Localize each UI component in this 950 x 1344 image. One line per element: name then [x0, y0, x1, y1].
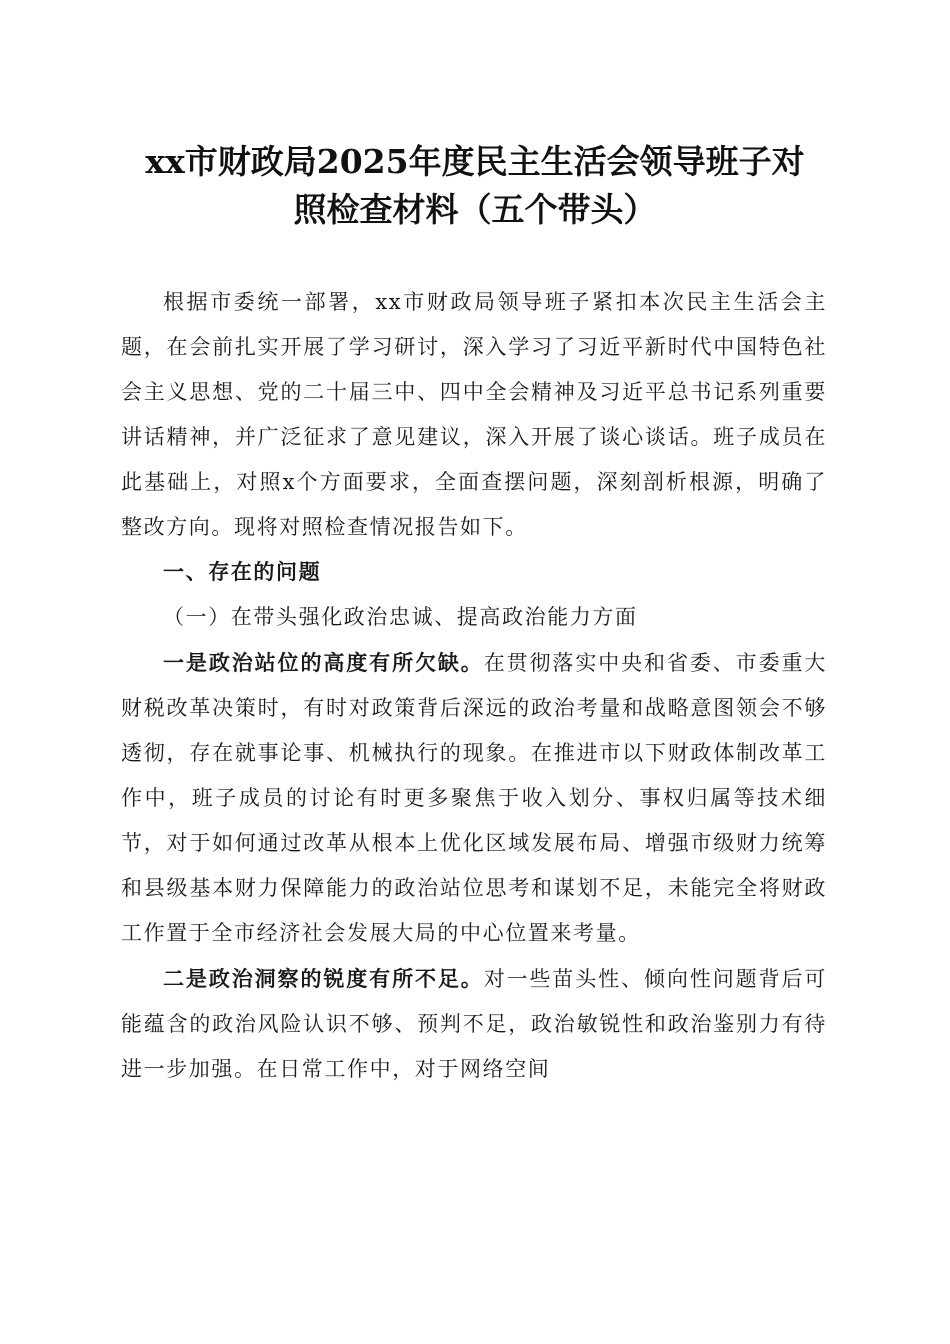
point-1-text: 在贯彻落实中央和省委、市委重大财税改革决策时，有时对政策背后深远的政治考量和战略意图领会不够透彻，存在就事论事、机械执行的现象。在推进市以下财政体制改革工作中，班子成员的讨论有时更多聚焦于收入划分、事权归属等技术细节，对于如何通过改革从根本上优化区域发展布局、增强市级财力统筹和县级基本财力保障能力的政治站位思考和谋划不足，未能完全将财政工作置于全市经济社会发展大局的中心位置来考量。: [121, 651, 827, 945]
point-2-lead: 二是政治洞察的锐度有所不足。: [163, 966, 484, 991]
intro-paragraph: 根据市委统一部署，xx市财政局领导班子紧扣本次民主生活会主题，在会前扎实开展了学习研讨，深入学习了习近平新时代中国特色社会主义思想、党的二十届三中、四中全会精神及习近平总书记系列重要讲话精神，并广泛征求了意见建议，深入开展了谈心谈话。班子成员在此基础上，对照x个方面要求，全面查摆问题，深刻剖析根源，明确了整改方向。现将对照检查情况报告如下。: [121, 290, 827, 539]
title-line-1: xx市财政局2025年度民主生活会领导班子对: [145, 142, 805, 181]
document-title: [110, 138, 840, 234]
subsection-heading: （一）在带头强化政治忠诚、提高政治能力方面: [163, 605, 638, 629]
point-paragraph-2: [121, 956, 827, 1092]
document-body: [121, 280, 827, 1092]
point-paragraph-1: [121, 640, 827, 956]
point-2-text: 对一些苗头性、倾向性问题背后可能蕴含的政治风险认识不够、预判不足，政治敏锐性和政治鉴别力有待进一步加强。在日常工作中，对于网络空间: [121, 967, 827, 1081]
title-line-2: 照检查材料（五个带头）: [293, 190, 657, 229]
point-1-lead: 一是政治站位的高度有所欠缺。: [163, 650, 484, 675]
section-heading: 一、存在的问题: [163, 560, 322, 584]
